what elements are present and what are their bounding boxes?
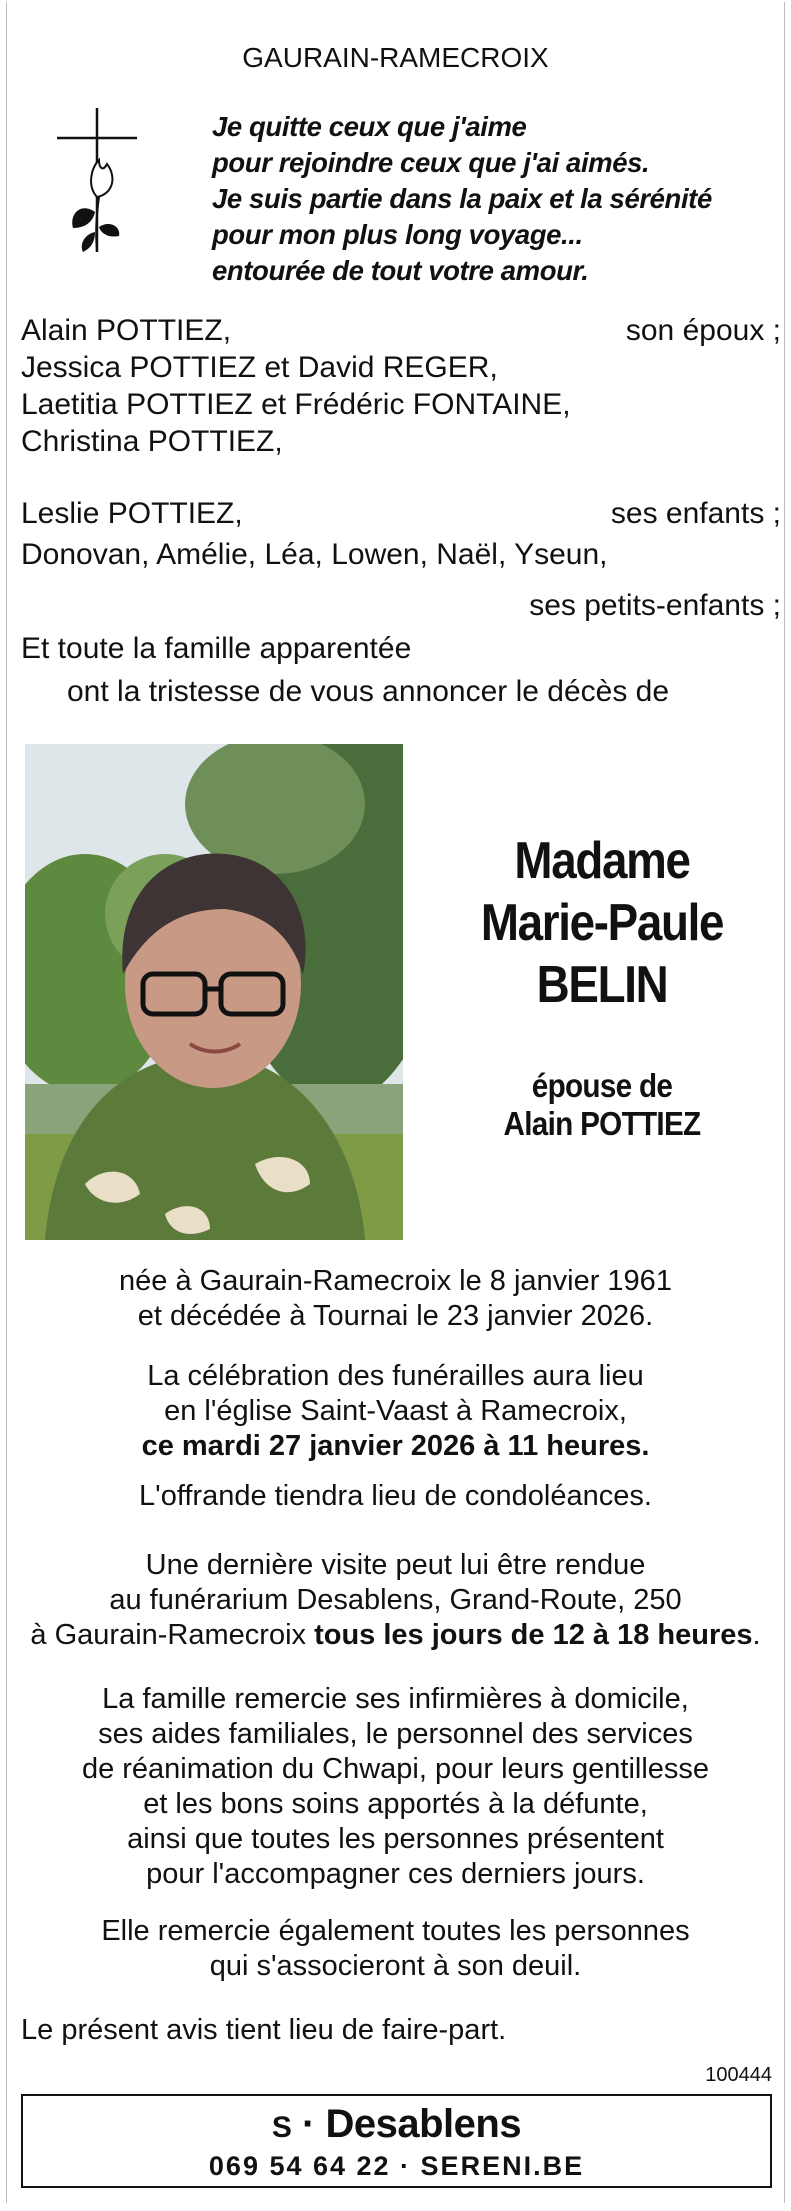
family-row	[21, 589, 781, 626]
ceremony-info	[7, 1359, 784, 1464]
spouse-name: Alain POTTIEZ	[503, 1105, 701, 1142]
funeral-home-footer	[21, 2094, 772, 2188]
family-relation: ses petits-enfants ;	[529, 589, 781, 622]
birth-line: née à Gaurain-Ramecroix le 8 janvier 1961	[119, 1265, 672, 1297]
ceremony-date: ce mardi 27 janvier 2026 à 11 heures.	[141, 1430, 650, 1462]
visit-hours: tous les jours de 12 à 18 heures	[314, 1619, 753, 1651]
poem	[212, 109, 712, 289]
family-name: Laetitia POTTIEZ et Frédéric FONTAINE,	[21, 388, 571, 421]
thanks-line: de réanimation du Chwapi, pour leurs gentillesse	[81, 1753, 710, 1785]
spouse-info	[454, 1067, 751, 1143]
announcement: ont la tristesse de vous annoncer le décès de	[67, 675, 670, 708]
visit-line	[7, 1618, 784, 1653]
poem-line: pour mon plus long voyage...	[212, 219, 583, 250]
ceremony-line: en l'église Saint-Vaast à Ramecroix,	[164, 1395, 627, 1427]
deceased-title: Madame	[514, 832, 690, 890]
family-name: Leslie POTTIEZ,	[21, 497, 243, 530]
family-name: Et toute la famille apparentée	[21, 632, 412, 665]
brand-logo-letter: S	[271, 2111, 292, 2144]
portrait-photo	[25, 744, 403, 1240]
brand-dot: ·	[302, 2102, 315, 2146]
notice-line: Le présent avis tient lieu de faire-part.	[21, 2014, 507, 2046]
family-name: Alain POTTIEZ,	[21, 314, 232, 347]
spouse-prefix: épouse de	[531, 1067, 673, 1104]
thanks-line: et les bons soins apportés à la défunte,	[143, 1788, 648, 1820]
funeral-home-brand	[23, 2102, 770, 2150]
thanks-paragraph	[7, 1682, 784, 1892]
poem-line: Je suis partie dans la paix et la sérénité	[212, 183, 712, 214]
deceased-last-name: BELIN	[536, 956, 668, 1014]
family-row	[21, 388, 781, 425]
thanks-line: qui s'associeront à son deuil.	[209, 1950, 582, 1982]
deceased-first-name: Marie-Paule	[480, 894, 724, 952]
family-row	[21, 497, 781, 534]
visit-line: Une dernière visite peut lui être rendue	[145, 1549, 646, 1581]
ceremony-line: La célébration des funérailles aura lieu	[147, 1360, 644, 1392]
death-line: et décédée à Tournai le 23 janvier 2026.	[137, 1300, 654, 1332]
thanks-line: ses aides familiales, le personnel des services	[98, 1718, 693, 1750]
funeral-home-contact: 069 54 64 22 · SERENI.BE	[208, 2151, 585, 2181]
thanks-line: La famille remercie ses infirmières à domicile,	[102, 1683, 689, 1715]
visit-place: à Gaurain-Ramecroix	[30, 1619, 315, 1651]
thanks-line: Elle remercie également toutes les personnes	[101, 1915, 690, 1947]
thanks-line: pour l'accompagner ces derniers jours.	[146, 1858, 645, 1890]
birth-death-info	[7, 1264, 784, 1334]
family-name: Donovan, Amélie, Léa, Lowen, Naël, Yseun,	[21, 538, 608, 571]
reference-number: 100444	[705, 2064, 772, 2086]
family-row	[21, 314, 781, 351]
brand-name: Desablens	[325, 2102, 522, 2146]
obituary-notice	[6, 2, 785, 2203]
visit-period: .	[752, 1619, 761, 1651]
thanks-line: ainsi que toutes les personnes présentent	[127, 1823, 664, 1855]
poem-line: pour rejoindre ceux que j'ai aimés.	[212, 147, 650, 178]
family-name: Christina POTTIEZ,	[21, 425, 283, 458]
poem-line: entourée de tout votre amour.	[212, 255, 589, 286]
family-name: Jessica POTTIEZ et David REGER,	[21, 351, 498, 384]
family-relation: ses enfants ;	[610, 497, 781, 530]
visit-info	[7, 1548, 784, 1653]
deceased-name	[457, 830, 747, 1016]
thanks-paragraph-2	[7, 1914, 784, 1984]
family-row	[21, 351, 781, 388]
poem-line: Je quitte ceux que j'aime	[212, 111, 527, 142]
cross-with-rose-icon	[47, 102, 147, 262]
offering-line: L'offrande tiendra lieu de condoléances.	[139, 1480, 652, 1512]
family-row	[21, 632, 781, 669]
family-relation: son époux ;	[625, 314, 781, 347]
family-row	[21, 538, 781, 575]
location-header: GAURAIN-RAMECROIX	[242, 42, 549, 73]
visit-line: au funérarium Desablens, Grand-Route, 250	[109, 1584, 682, 1616]
family-row	[21, 425, 781, 462]
